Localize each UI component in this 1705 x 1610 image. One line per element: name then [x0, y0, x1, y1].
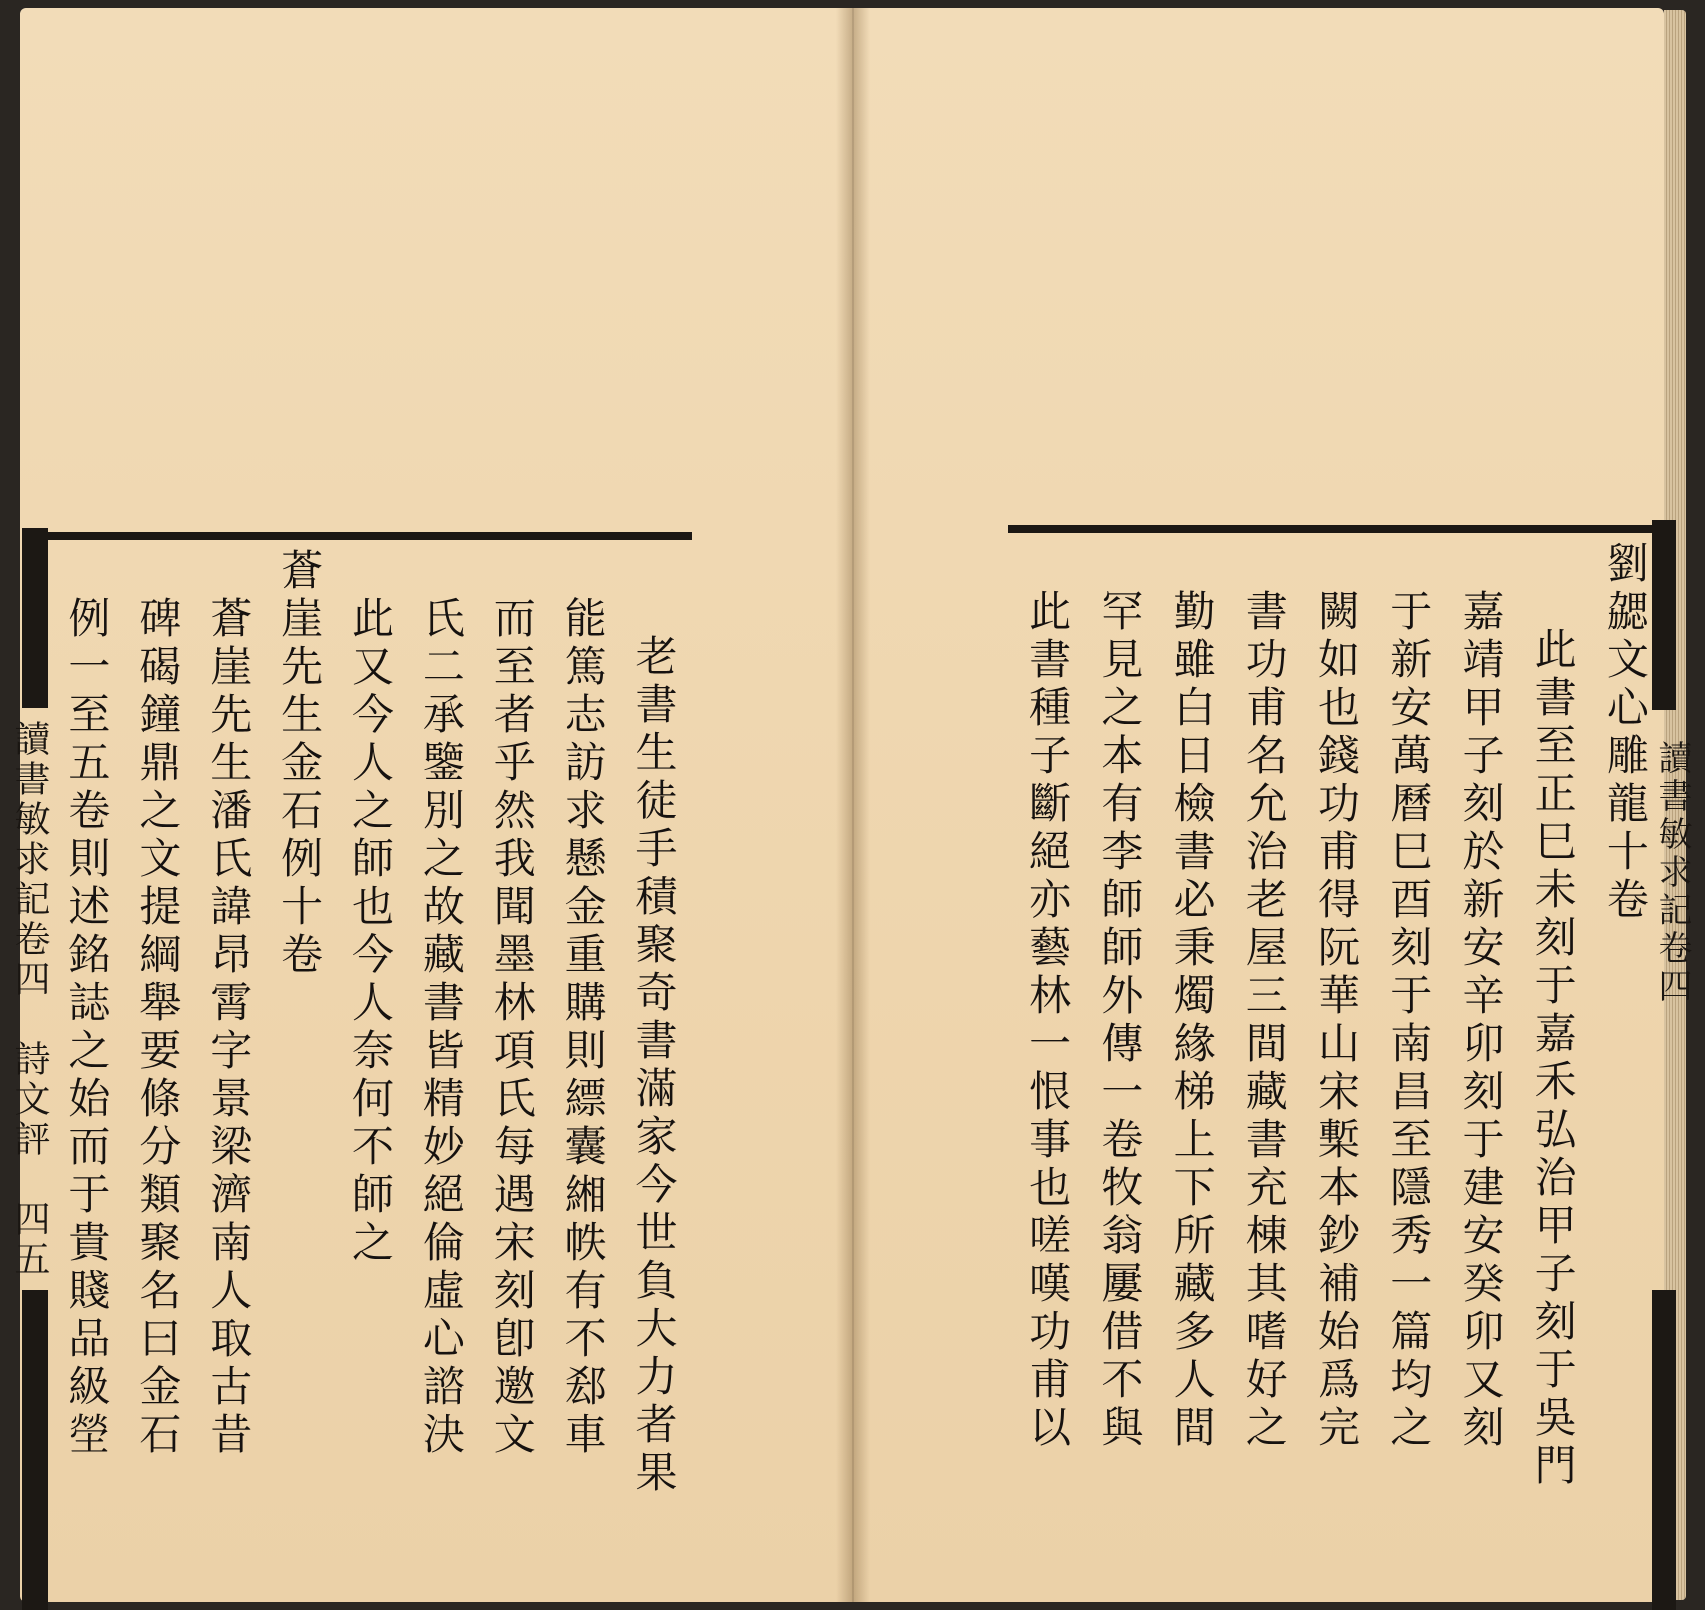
column-text: 闕如也錢功甫得阮華山宋槧本鈔補始爲完: [1312, 589, 1362, 1453]
column-text: 此又今人之師也今人奈何不師之: [345, 596, 395, 1268]
column-text: 而至者乎然我聞墨林項氏每遇宋刻卽邀文: [487, 596, 537, 1460]
column-text: 嘉靖甲子刻於新安辛卯刻于建安癸卯又刻: [1456, 589, 1506, 1453]
column-text: 此書種子斷絕亦藝林一恨事也嗟嘆功甫以: [1023, 589, 1073, 1453]
column-text: 此書至正巳未刻于嘉禾弘治甲子刻于吳門: [1528, 627, 1578, 1491]
banxin-title-right: 讀書敏求記卷四: [1652, 740, 1692, 1006]
column-text: 劉勰文心雕龍十卷: [1600, 541, 1650, 925]
column-text: 勤雖白日檢書必秉燭緣梯上下所藏多人間: [1167, 589, 1217, 1453]
column-text: 老書生徒手積聚奇書滿家今世負大力者果: [629, 634, 679, 1498]
column-text: 氏二承鑒別之故藏書皆精妙絕倫虛心諮決: [416, 596, 466, 1460]
column-text: 罕見之本有李師師外傳一卷牧翁屢借不與: [1095, 589, 1145, 1453]
banxin-strip-top: [1652, 520, 1676, 710]
column-text: 蒼崖先生金石例十卷: [275, 548, 325, 980]
banxin-title-left: 讀書敏求記卷四 詩文評 四五: [9, 720, 50, 1280]
column-text: 碑碣鐘鼎之文提綱舉要條分類聚名曰金石: [133, 596, 183, 1460]
column-text: 于新安萬曆巳酉刻于南昌至隱秀一篇均之: [1384, 589, 1434, 1453]
column-text: 書功甫名允治老屋三間藏書充棟其嗜好之: [1239, 589, 1289, 1453]
banxin-strip-bottom: [1652, 1290, 1676, 1610]
column-text: 蒼崖先生潘氏諱昂霄字景梁濟南人取古昔: [204, 596, 254, 1460]
left-text-block: [48, 532, 692, 1498]
banxin-strip-bottom: [22, 1290, 48, 1610]
book-gutter: [836, 8, 870, 1602]
column-text: 能篤志訪求懸金重購則縹囊緗帙有不郄車: [558, 596, 608, 1460]
banxin-strip-top: [22, 528, 48, 708]
right-text-block: [1008, 525, 1664, 1491]
column-text: 例一至五卷則述銘誌之始而于貴賤品級塋: [62, 596, 112, 1460]
